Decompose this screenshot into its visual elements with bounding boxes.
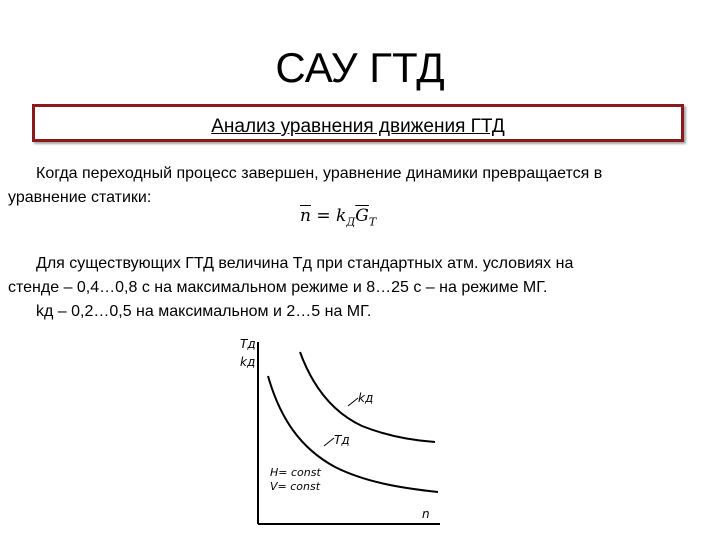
slide-title: САУ ГТД: [275, 44, 445, 91]
formula-k: k: [336, 206, 347, 226]
subtitle-text: Анализ уравнения движения ГТД: [211, 116, 505, 137]
time-constant-chart: [200, 330, 450, 535]
paragraph1-line2: уравнение статики:: [8, 189, 152, 206]
leader-line-kd: [348, 398, 358, 406]
formula-g: $\overline{G}$: [355, 206, 369, 226]
annotation-h-const: H= const: [270, 466, 321, 479]
paragraph1-line1: Когда переходный процесс завершен, уравнение динамики превращается в: [36, 165, 603, 182]
formula-k-sub: Д: [346, 215, 356, 229]
formula-lhs: $\overline{n}$: [300, 206, 311, 226]
formula-eq: =: [310, 206, 337, 226]
series-label-kd: kд: [358, 391, 374, 405]
formula-g-sub: T: [368, 215, 377, 229]
annotation-v-const: V= const: [270, 480, 321, 493]
paragraph2-line3: kд – 0,2…0,5 на максимальном и 2…5 на МГ.: [36, 303, 372, 320]
series-label-td: Tд: [334, 433, 350, 447]
paragraph-steady-state: [8, 162, 708, 210]
y-axis-label-td: Tд: [240, 337, 256, 351]
paragraph2-line2: стенде – 0,4…0,8 с на максимальном режиме и 8…25 с – на режиме МГ.: [8, 279, 548, 296]
leader-line-td: [324, 438, 334, 446]
paragraph-parameters: [8, 252, 708, 324]
static-equation: [300, 206, 376, 228]
subtitle-box: [32, 104, 684, 142]
x-axis-label-n: n: [422, 507, 430, 521]
paragraph2-line1: Для существующих ГТД величина Тд при стандартных атм. условиях на: [36, 255, 574, 272]
y-axis-label-kd: kд: [240, 355, 256, 369]
